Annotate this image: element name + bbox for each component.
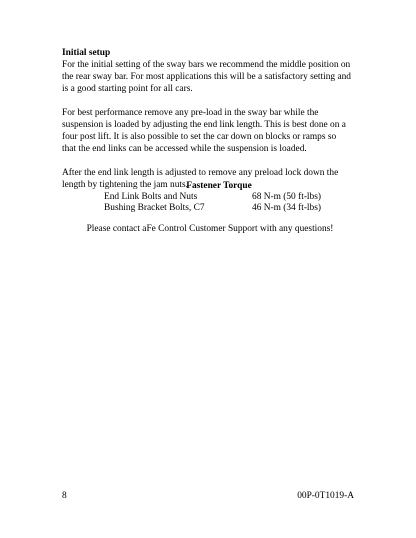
paragraph-jam-nuts: After the end link length is adjusted to remove any preload lock down the length by tightening the jam nuts. [62, 168, 339, 190]
torque-title: Fastener Torque [186, 181, 252, 191]
table-row [104, 203, 321, 214]
document-number: 00P-0T1019-A [297, 491, 354, 501]
torque-table [104, 192, 321, 214]
torque-item: End Link Bolts and Nuts [104, 192, 198, 202]
page-number: 8 [62, 491, 67, 501]
torque-value: 46 N-m (34 ft-lbs) [252, 203, 321, 213]
paragraph-best-performance: For best performance remove any pre-load in the sway bar while the suspension is loaded by adjusting the end link length. This is best done on a four post lift. It is also possible to set the car down on blocks or ramps so that the end links can be accessed while the suspension is loaded. [62, 108, 346, 154]
fastener-torque-section [62, 180, 352, 244]
torque-item: Bushing Bracket Bolts, C7 [104, 203, 205, 213]
table-row [104, 192, 321, 203]
torque-value: 68 N-m (50 ft-lbs) [252, 192, 321, 202]
contact-note: Please contact aFe Control Customer Support with any questions! [86, 224, 334, 234]
paragraph-initial-setting: For the initial setting of the sway bars we recommend the middle position on the rear sway bar. For most applications this will be a satisfactory setting and is a good starting point for all cars. [62, 60, 351, 94]
section-heading: Initial setup [62, 48, 111, 58]
